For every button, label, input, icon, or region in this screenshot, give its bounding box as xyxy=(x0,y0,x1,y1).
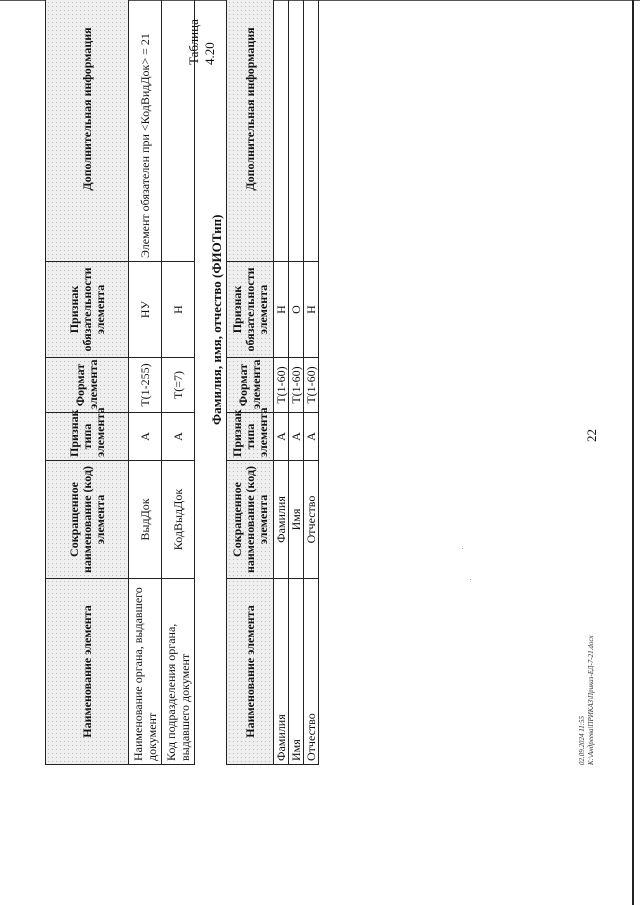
col-header-type: Признак типа элемента xyxy=(46,413,129,461)
file-footer xyxy=(578,635,596,765)
cell-name: Имя xyxy=(289,579,304,765)
cell-name: Фамилия xyxy=(274,579,289,765)
col-header-code: Сокращенное наименование (код) элемента xyxy=(46,461,129,579)
col-header-name: Наименование элемента xyxy=(227,579,274,765)
cell-format: T(=7) xyxy=(162,358,195,413)
cell-code: Отчество xyxy=(304,461,319,579)
col-header-type: Признак типа элемента xyxy=(227,413,274,461)
col-header-name: Наименование элемента xyxy=(46,579,129,765)
col-header-code: Сокращенное наименование (код) элемента xyxy=(227,461,274,579)
cell-type: А xyxy=(162,413,195,461)
col-header-format: Формат элемента xyxy=(227,358,274,413)
cell-required: Н xyxy=(274,262,289,358)
cell-info: Элемент обязателен при <КодВидДок> = 21 xyxy=(129,0,162,262)
footer-file-path: K:\Андреева\ПРИКАЗ\Приказ-ЕД-7-21.docx xyxy=(587,635,595,765)
table-caption: Фамилия, имя, отчество (ФИОТип) xyxy=(209,214,224,425)
col-header-info: Дополнительная информация xyxy=(227,0,274,262)
cell-name: Код подразделения органа, выдавшего документ xyxy=(162,579,195,765)
table-number-label: Таблица 4.20 xyxy=(186,19,217,65)
col-header-required: Признак обязательности элемента xyxy=(46,262,129,358)
cell-format: T(1-60) xyxy=(274,358,289,413)
page-number: 22 xyxy=(584,429,599,442)
footer-timestamp: 02.09.2024 11:55 xyxy=(578,715,586,765)
cell-format: T(1-255) xyxy=(129,358,162,413)
cell-type: А xyxy=(129,413,162,461)
table-row xyxy=(274,0,289,765)
cell-code: ВыдДок xyxy=(129,461,162,579)
table-header-row xyxy=(227,0,274,765)
cell-type: А xyxy=(304,413,319,461)
cell-type: А xyxy=(274,413,289,461)
cell-required: О xyxy=(289,262,304,358)
cell-code: Фамилия xyxy=(274,461,289,579)
cell-type: А xyxy=(289,413,304,461)
table-row xyxy=(289,0,304,765)
cell-name: Отчество xyxy=(304,579,319,765)
cell-required: Н xyxy=(162,262,195,358)
cell-required: НУ xyxy=(129,262,162,358)
col-header-format: Формат элемента xyxy=(46,358,129,413)
cell-format: T(1-60) xyxy=(304,358,319,413)
cell-code: Имя xyxy=(289,461,304,579)
table-header-row xyxy=(46,0,129,765)
cell-required: Н xyxy=(304,262,319,358)
cell-code: КодВыдДок xyxy=(162,461,195,579)
cell-format: T(1-60) xyxy=(289,358,304,413)
table-row xyxy=(304,0,319,765)
cell-info xyxy=(274,0,289,262)
cell-info xyxy=(304,0,319,262)
cell-info xyxy=(289,0,304,262)
table-row xyxy=(162,0,195,765)
elements-table-continued xyxy=(45,0,195,765)
cell-name: Наименование органа, выдавшего документ xyxy=(129,579,162,765)
col-header-info: Дополнительная информация xyxy=(46,0,129,262)
col-header-required: Признак обязательности элемента xyxy=(227,262,274,358)
table-row xyxy=(129,0,162,765)
fio-table xyxy=(226,0,319,765)
